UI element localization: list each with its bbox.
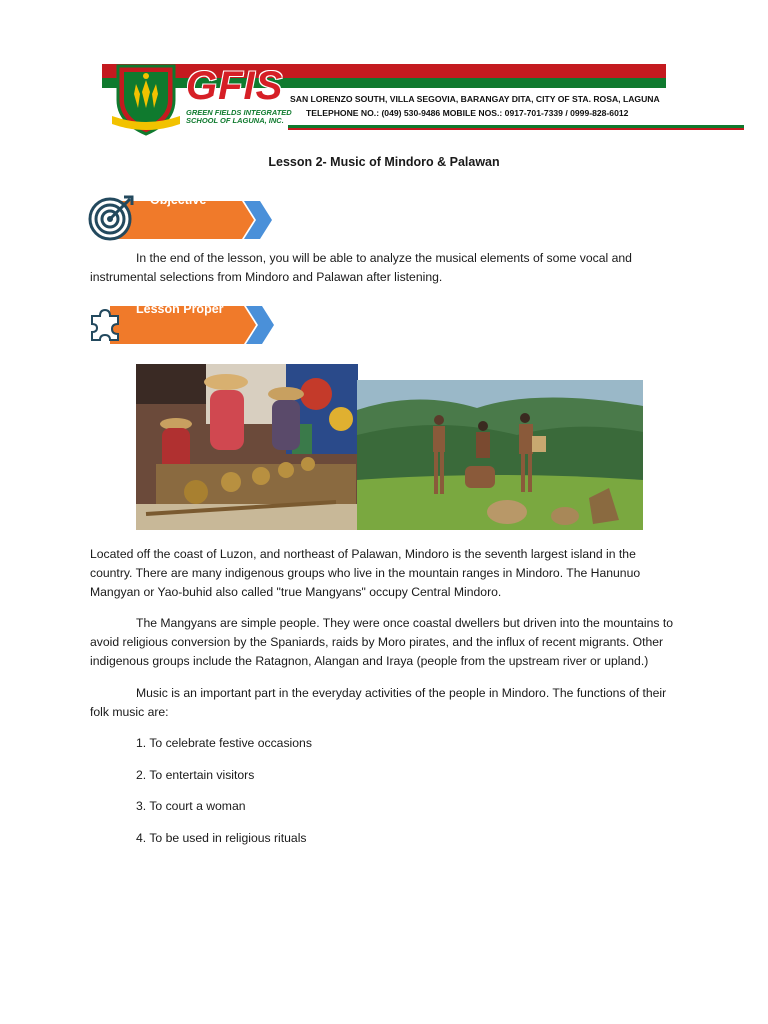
- puzzle-icon: [88, 308, 122, 342]
- list-item: 4. To be used in religious rituals: [136, 831, 307, 845]
- lesson-proper-banner: [88, 302, 278, 350]
- lesson-title: Lesson 2- Music of Mindoro & Palawan: [268, 155, 500, 169]
- school-crest-icon: [110, 62, 182, 136]
- target-icon: [88, 195, 134, 241]
- mangyan-mountain-photo: [357, 380, 643, 530]
- header-bottom-rule-red: [288, 128, 744, 130]
- school-name: GREEN FIELDS INTEGRATED SCHOOL OF LAGUNA, INC.: [186, 108, 292, 125]
- paragraph-mangyans: The Mangyans are simple people. They were once coastal dwellers but driven into the mountains to avoid religious conversion by the Spaniards, raids by Moro pirates, and the influx of recent migrants. Other indigenous groups include the Ratagnon, Alangan and Iraya (people from the upstream river or upland.): [90, 616, 673, 668]
- school-telephone: TELEPHONE NO.: (049) 530-9486 MOBILE NOS.: 0917-701-7339 / 0999-828-6012: [306, 108, 629, 118]
- list-item: 2. To entertain visitors: [136, 768, 255, 782]
- list-item: 3. To court a woman: [136, 799, 246, 813]
- mangyan-musicians-photo: [136, 364, 358, 530]
- school-logo-text: GFIS: [186, 64, 284, 108]
- school-address: SAN LORENZO SOUTH, VILLA SEGOVIA, BARANGAY DITA, CITY OF STA. ROSA, LAGUNA: [290, 94, 660, 104]
- lesson-proper-label: Lesson Proper: [136, 302, 224, 316]
- objective-label: Objective: [150, 193, 207, 207]
- school-header: [102, 62, 666, 134]
- objective-text: In the end of the lesson, you will be able to analyze the musical elements of some vocal and instrumental selections from Mindoro and Palawan after listening.: [90, 251, 632, 284]
- list-item: 1. To celebrate festive occasions: [136, 736, 312, 750]
- paragraph-mindoro-location: Located off the coast of Luzon, and northeast of Palawan, Mindoro is the seventh largest island in the country. There are many indigenous groups who live in the mountain ranges in Mindoro. The Hanunuo Mangyan or Yao-buhid also called "true Mangyans" occupy Central Mindoro.: [90, 547, 641, 599]
- objective-banner: [88, 195, 278, 243]
- paragraph-music-functions: Music is an important part in the everyday activities of the people in Mindoro. The functions of their folk music are:: [90, 686, 667, 719]
